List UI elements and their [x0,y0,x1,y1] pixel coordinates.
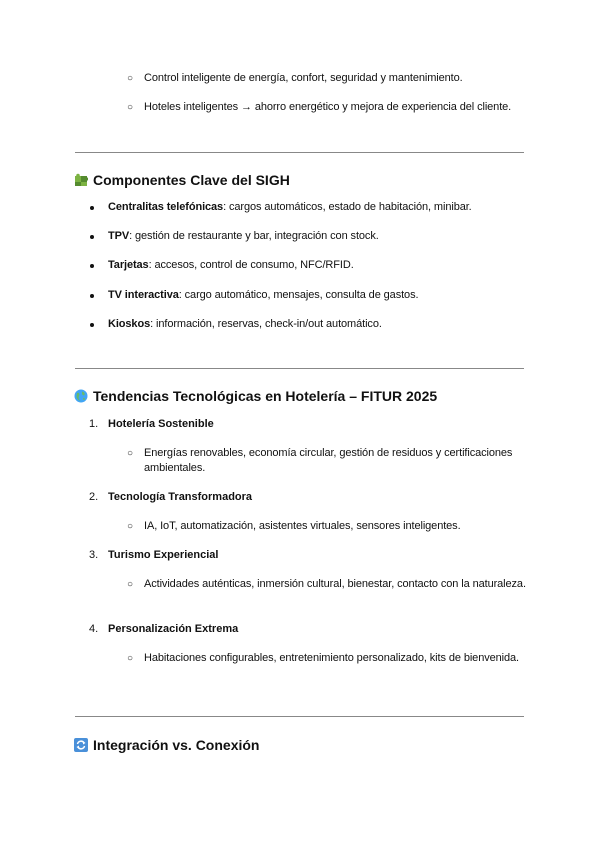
hollow-bullet: ○ [127,579,134,590]
list-number: 1. [89,418,99,430]
filled-bullet [90,235,94,239]
trend-title: Personalización Extrema [108,623,239,635]
component-term: TV interactiva [108,289,179,301]
component-item [108,317,528,332]
list-number: 3. [89,549,99,561]
refresh-icon [74,738,88,752]
component-item [108,200,528,215]
filled-bullet [90,264,94,268]
filled-bullet [90,323,94,327]
component-term: Kioskos [108,318,151,330]
component-term: Tarjetas [108,259,149,271]
list-number: 2. [89,491,99,503]
hollow-bullet: ○ [127,102,134,113]
trend-title: Turismo Experiencial [108,549,219,561]
trend-detail: Habitaciones configurables, entretenimiento personalizado, kits de bienvenida. [144,652,519,664]
integration-heading [74,736,259,754]
trend-detail: Energías renovables, economía circular, gestión de residuos y certificaciones ambientales. [144,447,513,474]
components-heading [74,171,290,189]
trend-title: Tecnología Transformadora [108,491,253,503]
hollow-bullet: ○ [127,448,134,459]
integration-title: Integración vs. Conexión [93,737,260,753]
section-divider [75,716,524,717]
intro-item-1: Control inteligente de energía, confort, seguridad y mantenimiento. [144,72,463,84]
component-desc: : información, reservas, check-in/out automático. [150,318,382,330]
trends-title: Tendencias Tecnológicas en Hotelería – FITUR 2025 [93,388,438,404]
hollow-bullet: ○ [127,653,134,664]
component-desc: : cargo automático, mensajes, consulta de gastos. [178,289,419,301]
component-item [108,288,528,303]
puzzle-icon [74,173,88,187]
globe-icon [74,389,88,403]
component-desc: : accesos, control de consumo, NFC/RFID. [148,259,354,271]
trend-detail: Actividades auténticas, inmersión cultural, bienestar, contacto con la naturaleza. [144,578,526,590]
component-term: TPV [108,230,130,242]
trends-heading [74,387,437,405]
hollow-bullet: ○ [127,73,134,84]
component-desc: : gestión de restaurante y bar, integración con stock. [129,230,379,242]
intro-item-2: Hoteles inteligentes → ahorro energético y mejora de experiencia del cliente. [144,101,512,113]
trend-detail: IA, IoT, automatización, asistentes virtuales, sensores inteligentes. [144,520,461,532]
section-divider [75,368,524,369]
component-term: Centralitas telefónicas [108,201,224,213]
component-desc: : cargos automáticos, estado de habitación, minibar. [223,201,472,213]
components-title: Componentes Clave del SIGH [93,172,290,188]
filled-bullet [90,206,94,210]
component-item [108,258,528,273]
hollow-bullet: ○ [127,521,134,532]
component-item [108,229,528,244]
filled-bullet [90,294,94,298]
list-number: 4. [89,623,99,635]
trend-title: Hotelería Sostenible [108,418,214,430]
section-divider [75,152,524,153]
